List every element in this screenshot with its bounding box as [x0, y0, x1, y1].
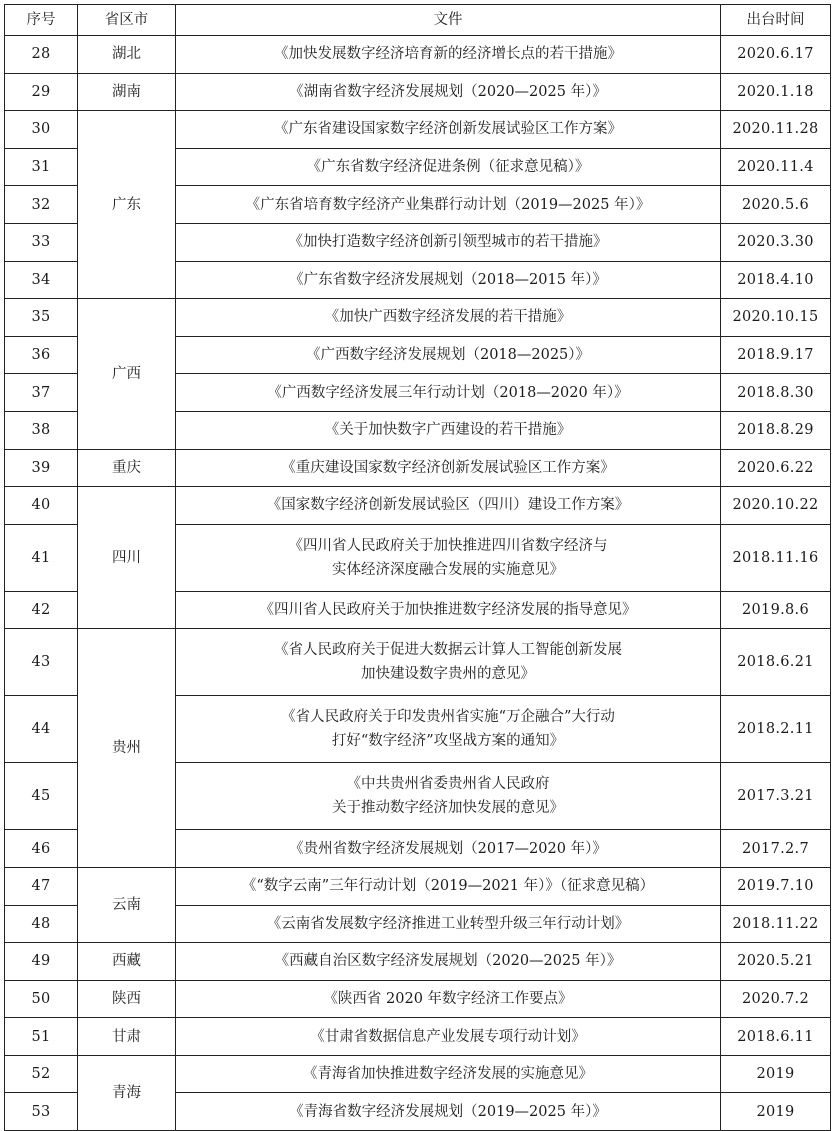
- issue-date: 2020.10.15: [721, 299, 831, 337]
- document-cell: [176, 223, 721, 261]
- table-row: [5, 73, 831, 111]
- province-cell: 西藏: [78, 943, 176, 981]
- table-row: [5, 299, 831, 337]
- document-cell: [176, 411, 721, 449]
- document-cell: [176, 299, 721, 337]
- document-title-line: 《关于加快数字广西建设的若干措施》: [324, 422, 572, 439]
- document-title-line: 《广东省培育数字经济产业集群行动计划（2019—2025 年）》: [245, 196, 651, 213]
- row-number: 35: [5, 299, 78, 337]
- document-title-line: 《湖南省数字经济发展规划（2020—2025 年）》: [289, 83, 607, 100]
- issue-date: 2019.7.10: [721, 867, 831, 905]
- document-title-line: 关于推动数字经济加快发展的意见》: [332, 800, 564, 817]
- document-title-line: 打好“数字经济”攻坚战方案的通知》: [331, 733, 565, 750]
- document-cell: [176, 449, 721, 487]
- document-title-line: 《加快广西数字经济发展的若干措施》: [324, 309, 572, 326]
- row-number: 47: [5, 867, 78, 905]
- province-cell: 贵州: [78, 629, 176, 868]
- issue-date: 2020.5.21: [721, 943, 831, 981]
- table-row: [5, 36, 831, 74]
- table-row: [5, 111, 831, 149]
- policy-table: [4, 4, 831, 1131]
- document-cell: [176, 629, 721, 696]
- document-cell: [176, 36, 721, 74]
- province-cell: 湖南: [78, 73, 176, 111]
- issue-date: 2020.1.18: [721, 73, 831, 111]
- issue-date: 2020.11.28: [721, 111, 831, 149]
- document-title-line: 加快建设数字贵州的意见》: [361, 666, 535, 683]
- issue-date: 2020.6.22: [721, 449, 831, 487]
- issue-date: 2019: [721, 1055, 831, 1093]
- issue-date: 2018.11.22: [721, 905, 831, 943]
- document-title-line: 《四川省人民政府关于加快推进数字经济发展的指导意见》: [259, 602, 637, 619]
- document-cell: [176, 261, 721, 299]
- issue-date: 2018.11.16: [721, 524, 831, 591]
- document-title-line: 《广西数字经济发展三年行动计划（2018—2020 年）》: [267, 384, 629, 401]
- document-title-line: 《广西数字经济发展规划（2018—2025）》: [305, 347, 591, 364]
- document-title-line: 《国家数字经济创新发展试验区（四川）建设工作方案》: [266, 497, 630, 514]
- document-cell: [176, 763, 721, 830]
- issue-date: 2019: [721, 1093, 831, 1131]
- row-number: 52: [5, 1055, 78, 1093]
- document-cell: [176, 1018, 721, 1056]
- row-number: 42: [5, 591, 78, 629]
- document-title-line: 《“数字云南”三年行动计划（2019—2021 年）》（征求意见稿）: [241, 878, 655, 895]
- province-cell: 甘肃: [78, 1018, 176, 1056]
- issue-date: 2020.6.17: [721, 36, 831, 74]
- issue-date: 2018.8.30: [721, 374, 831, 412]
- row-number: 51: [5, 1018, 78, 1056]
- document-cell: [176, 524, 721, 591]
- province-cell: 广西: [78, 299, 176, 449]
- header-province: 省区市: [78, 5, 176, 36]
- document-cell: [176, 374, 721, 412]
- header-row: [5, 5, 831, 36]
- document-cell: [176, 905, 721, 943]
- document-title-line: 《广东省数字经济发展规划（2018—2015 年）》: [289, 271, 607, 288]
- header-document: 文件: [176, 5, 721, 36]
- province-cell: 云南: [78, 867, 176, 942]
- issue-date: 2017.3.21: [721, 763, 831, 830]
- table-row: [5, 629, 831, 696]
- row-number: 31: [5, 148, 78, 186]
- document-cell: [176, 487, 721, 525]
- row-number: 41: [5, 524, 78, 591]
- document-cell: [176, 111, 721, 149]
- document-title-line: 《甘肃省数据信息产业发展专项行动计划》: [310, 1028, 586, 1045]
- document-cell: [176, 980, 721, 1018]
- province-cell: 青海: [78, 1055, 176, 1130]
- document-cell: [176, 148, 721, 186]
- document-title-line: 《加快打造数字经济创新引领型城市的若干措施》: [288, 234, 608, 251]
- issue-date: 2019.8.6: [721, 591, 831, 629]
- table-row: [5, 1055, 831, 1093]
- issue-date: 2017.2.7: [721, 830, 831, 868]
- document-title-line: 《青海省加快推进数字经济发展的实施意见》: [303, 1066, 593, 1083]
- document-title-line: 《省人民政府关于印发贵州省实施“万企融合”大行动: [281, 709, 615, 726]
- row-number: 44: [5, 696, 78, 763]
- province-cell: 广东: [78, 111, 176, 299]
- row-number: 38: [5, 411, 78, 449]
- row-number: 34: [5, 261, 78, 299]
- table-row: [5, 943, 831, 981]
- row-number: 29: [5, 73, 78, 111]
- issue-date: 2020.10.22: [721, 487, 831, 525]
- issue-date: 2020.11.4: [721, 148, 831, 186]
- row-number: 43: [5, 629, 78, 696]
- document-cell: [176, 591, 721, 629]
- table-header: [5, 5, 831, 36]
- document-cell: [176, 336, 721, 374]
- issue-date: 2020.5.6: [721, 186, 831, 224]
- table-row: [5, 487, 831, 525]
- row-number: 49: [5, 943, 78, 981]
- document-cell: [176, 1093, 721, 1131]
- province-cell: 重庆: [78, 449, 176, 487]
- document-title-line: 《青海省数字经济发展规划（2019—2025 年）》: [289, 1103, 607, 1120]
- issue-date: 2020.7.2: [721, 980, 831, 1018]
- document-title-line: 《陕西省 2020 年数字经济工作要点》: [323, 990, 573, 1007]
- row-number: 37: [5, 374, 78, 412]
- document-title-line: 《广东省数字经济促进条例（征求意见稿）》: [306, 159, 590, 176]
- document-cell: [176, 867, 721, 905]
- row-number: 40: [5, 487, 78, 525]
- row-number: 39: [5, 449, 78, 487]
- table-row: [5, 867, 831, 905]
- table-row: [5, 449, 831, 487]
- document-title-line: 《省人民政府关于促进大数据云计算人工智能创新发展: [274, 642, 622, 659]
- row-number: 33: [5, 223, 78, 261]
- document-title-line: 实体经济深度融合发展的实施意见》: [332, 561, 564, 578]
- document-title-line: 《云南省发展数字经济推进工业转型升级三年行动计划》: [266, 915, 630, 932]
- issue-date: 2020.3.30: [721, 223, 831, 261]
- header-no: 序号: [5, 5, 78, 36]
- row-number: 45: [5, 763, 78, 830]
- document-cell: [176, 830, 721, 868]
- document-cell: [176, 1055, 721, 1093]
- issue-date: 2018.6.21: [721, 629, 831, 696]
- province-cell: 四川: [78, 487, 176, 629]
- document-cell: [176, 186, 721, 224]
- row-number: 36: [5, 336, 78, 374]
- document-title-line: 《中共贵州省委贵州省人民政府: [346, 776, 550, 793]
- document-cell: [176, 696, 721, 763]
- province-cell: 湖北: [78, 36, 176, 74]
- header-date: 出台时间: [721, 5, 831, 36]
- row-number: 46: [5, 830, 78, 868]
- row-number: 28: [5, 36, 78, 74]
- document-cell: [176, 73, 721, 111]
- document-title-line: 《西藏自治区数字经济发展规划（2020—2025 年）》: [274, 953, 622, 970]
- document-title-line: 《贵州省数字经济发展规划（2017—2020 年）》: [289, 840, 607, 857]
- table-row: [5, 980, 831, 1018]
- issue-date: 2018.6.11: [721, 1018, 831, 1056]
- row-number: 48: [5, 905, 78, 943]
- issue-date: 2018.8.29: [721, 411, 831, 449]
- issue-date: 2018.4.10: [721, 261, 831, 299]
- issue-date: 2018.2.11: [721, 696, 831, 763]
- issue-date: 2018.9.17: [721, 336, 831, 374]
- table-row: [5, 1018, 831, 1056]
- table-body: [5, 36, 831, 1131]
- row-number: 30: [5, 111, 78, 149]
- province-cell: 陕西: [78, 980, 176, 1018]
- row-number: 53: [5, 1093, 78, 1131]
- document-title-line: 《重庆建设国家数字经济创新发展试验区工作方案》: [281, 459, 615, 476]
- document-title-line: 《四川省人民政府关于加快推进四川省数字经济与: [288, 537, 608, 554]
- row-number: 50: [5, 980, 78, 1018]
- document-title-line: 《加快发展数字经济培育新的经济增长点的若干措施》: [274, 46, 622, 63]
- row-number: 32: [5, 186, 78, 224]
- document-title-line: 《广东省建设国家数字经济创新发展试验区工作方案》: [274, 121, 622, 138]
- document-cell: [176, 943, 721, 981]
